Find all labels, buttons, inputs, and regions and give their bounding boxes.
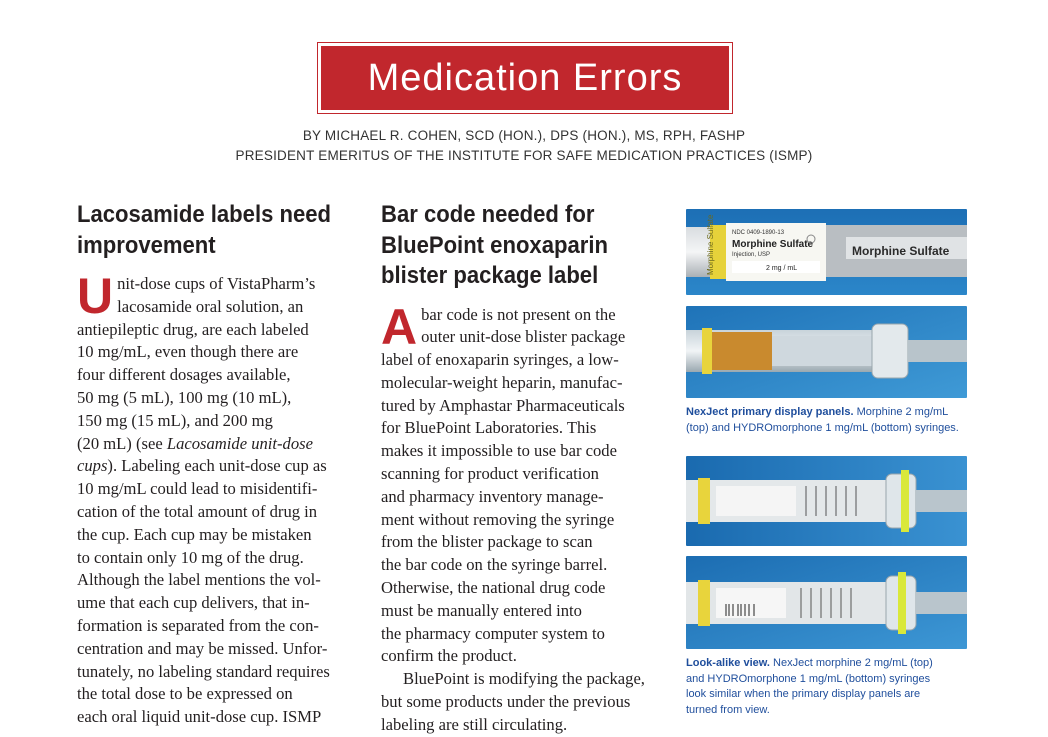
text-line: the cup. Each cup may be mistaken [77, 524, 312, 544]
text-line: outer unit-dose blister package [421, 327, 626, 347]
text-line: formation is separated from the con- [77, 615, 319, 635]
ndc-text: NDC 0409-1890-13 [732, 230, 785, 236]
photo-lookalike-top [686, 456, 967, 546]
text-line: 50 mg (5 mL), 100 mg (10 mL), [77, 387, 292, 407]
text-line: to contain only 10 mg of the drug. [77, 547, 304, 567]
figure-caption-lookalike [686, 656, 976, 718]
text-line: 10 mg/mL, even though there are [77, 342, 299, 362]
text-line: the pharmacy computer system to [381, 623, 605, 643]
figure-caption-display-panels [686, 405, 976, 436]
caption-line: look similar when the primary display panels are [686, 688, 921, 700]
text-line: 10 mg/mL could lead to misidentifi- [77, 479, 318, 499]
text-line: cation of the total amount of drug in [77, 501, 318, 521]
text-line: from the blister package to scan [381, 532, 593, 552]
caption-line: turned from view. [686, 703, 770, 716]
text-line: ). Labeling each unit-dose cup as [107, 456, 327, 476]
text-line: each oral liquid unit-dose cup. ISMP [77, 707, 322, 727]
heading-line: BluePoint enoxaparin [381, 231, 608, 259]
text-line: Otherwise, the national drug code [381, 578, 606, 598]
author-affiliation: PRESIDENT EMERITUS OF THE INSTITUTE FOR SAFE MEDICATION PRACTICES (ISMP) [235, 148, 813, 163]
photo-hydromorphone-panel [686, 306, 967, 398]
text-line: centration and may be missed. Unfor- [77, 638, 328, 658]
caption-line: NexJect morphine 2 mg/mL (top) [769, 657, 933, 669]
heading-line: Lacosamide labels need [77, 201, 332, 228]
strength-text: 2 mg / mL [766, 265, 798, 272]
syringe-photo [686, 456, 967, 546]
article-heading [381, 200, 652, 292]
syringe-photo [686, 306, 967, 398]
text-line: labeling are still circulating. [381, 714, 568, 734]
syringe-photo [686, 556, 967, 649]
syringe-photo [686, 209, 967, 295]
drop-cap: A [381, 298, 418, 355]
caption-title: NexJect primary display panels. [686, 406, 854, 418]
text-line: scanning for product verification [381, 464, 599, 484]
text-line: the bar code on the syringe barrel. [381, 555, 608, 575]
text-line: and pharmacy inventory manage- [381, 486, 604, 506]
article-heading [77, 200, 344, 261]
text-line: ment without removing the syringe [381, 509, 615, 529]
heading-line: improvement [77, 231, 216, 259]
caption-title: Look-alike view. [686, 657, 770, 669]
text-line: confirm the product. [381, 646, 517, 666]
figure-reference: cups [77, 456, 108, 476]
page-title: Medication Errors [321, 46, 729, 110]
text-line: BluePoint is modifying the package, [403, 669, 645, 689]
text-line: ume that each cup delivers, that in- [77, 593, 310, 613]
text-line: label of enoxaparin syringes, a low- [381, 350, 619, 370]
text-line: makes it impossible to use bar code [381, 441, 617, 461]
text-line: (20 mL) (see [77, 433, 167, 453]
heading-line: Bar code needed for [381, 201, 595, 228]
title-banner [317, 42, 733, 114]
side-label-text: Morphine Sulfate [706, 214, 715, 275]
article-lacosamide [77, 200, 367, 729]
heading-line: blister package label [381, 262, 599, 289]
caption-line: Morphine 2 mg/mL [853, 406, 949, 418]
article-bluepoint [381, 200, 676, 737]
text-line: nit-dose cups of VistaPharm’s [117, 274, 316, 293]
text-line: must be manually entered into [381, 600, 582, 620]
text-line: the total dose to be expressed on [77, 684, 293, 704]
article-body [77, 268, 367, 729]
text-line: antiepileptic drug, are each labeled [77, 319, 309, 339]
author-byline: BY MICHAEL R. COHEN, SCD (HON.), DPS (HON.), MS, RPH, FASHP [302, 128, 746, 143]
text-line: 150 mg (15 mL), and 200 mg [77, 410, 273, 430]
drug-form-text: Injection, USP [732, 252, 771, 258]
drug-name-text: Morphine Sulfate [732, 239, 814, 250]
text-line: Although the label mentions the vol- [77, 570, 321, 590]
caption-line: (top) and HYDROmorphone 1 mg/mL (bottom) syringes. [686, 421, 959, 434]
barrel-label-text: Morphine Sulfate [852, 244, 950, 258]
drop-cap: U [77, 268, 114, 324]
text-line: bar code is not present on the [421, 304, 616, 324]
photo-lookalike-bottom [686, 556, 967, 649]
text-line: tunately, no labeling standard requires [77, 661, 330, 681]
figure-reference: Lacosamide unit-dose [166, 433, 313, 453]
caption-line: and HYDROmorphone 1 mg/mL (bottom) syringes [686, 672, 931, 685]
photo-morphine-label [686, 209, 967, 295]
text-line: but some products under the previous [381, 692, 631, 712]
text-line: four different dosages available, [77, 365, 291, 385]
text-line: tured by Amphastar Pharmaceuticals [381, 395, 625, 415]
text-line: lacosamide oral solution, an [117, 296, 304, 316]
text-line: for BluePoint Laboratories. This [381, 418, 597, 438]
text-line: molecular-weight heparin, manufac- [381, 372, 623, 392]
article-body [381, 298, 676, 737]
